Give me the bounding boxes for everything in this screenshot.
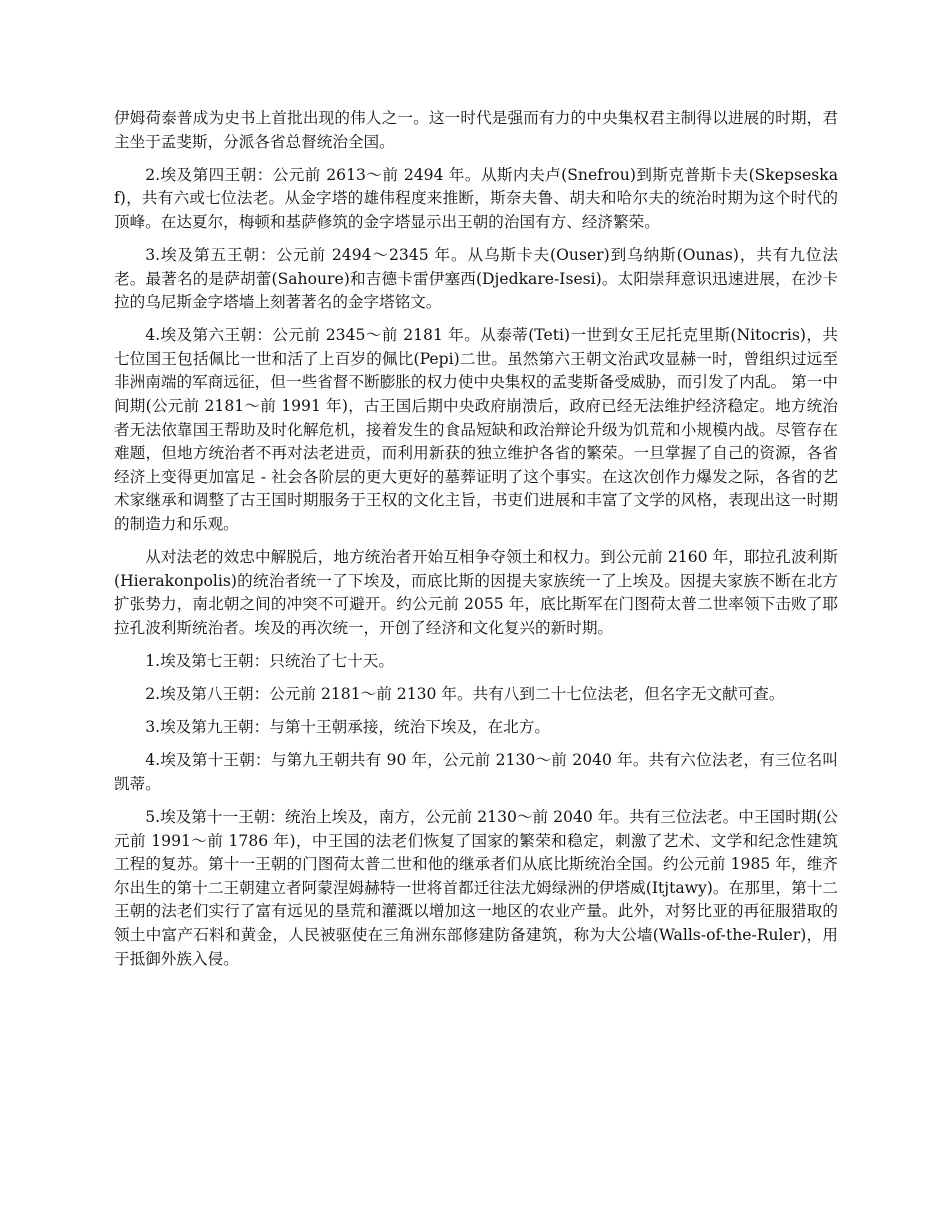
paragraph-tenth-dynasty: 4.埃及第十王朝：与第九王朝共有 90 年，公元前 2130～前 2040 年。共有六位法老，有三位名叫凯蒂。 bbox=[114, 751, 838, 793]
paragraph-eighth-dynasty: 2.埃及第八王朝：公元前 2181～前 2130 年。共有八到二十七位法老，但名字无文献可查。 bbox=[145, 685, 785, 704]
paragraph-seventh-dynasty: 1.埃及第七王朝：只统治了七十天。 bbox=[145, 651, 394, 670]
paragraph-sixth-dynasty: 4.埃及第六王朝：公元前 2345～前 2181 年。从泰蒂(Teti)一世到女王尼托克里斯(Nitocris)，共七位国王包括佩比一世和活了上百岁的佩比(Pepi)二世。虽然第六王朝文治武攻显赫一时，曾组织过远至非洲南端的军商远征，但一些省督不断膨胀的权力使中央集权的孟斐斯备受威胁，而引发了内乱。 第一中间期(公元前 2181～前 1991 年)，古王国后期中央政府崩溃后，政府已经无法维护经济稳定。地方统治者无法依靠国王帮助及时化解危机，接着发生的食品短缺和政治辩论升级为饥荒和小规模内战。尽管存在难题，但地方统治者不再对法老进贡，而利用新获的独立维护各省的繁荣。一旦掌握了自己的资源，各省经济上变得更加富足 - 社会各阶层的更大更好的墓葬证明了这个事实。在这次创作力爆发之际，各省的艺术家继承和调整了古王国时期服务于王权的文化主旨，书吏们进展和丰富了文学的风格，表现出这一时期的制造力和乐观。 bbox=[114, 326, 838, 533]
paragraph-fifth-dynasty: 3.埃及第五王朝：公元前 2494～2345 年。从乌斯卡夫(Ouser)到乌纳斯(Ounas)，共有九位法老。最著名的是萨胡蕾(Sahoure)和吉德卡雷伊塞西(Djedkare-Isesi)。太阳崇拜意识迅速进展，在沙卡拉的乌尼斯金字塔墙上刻著著名的金字塔铭文。 bbox=[114, 245, 838, 312]
paragraph-ninth-dynasty: 3.埃及第九王朝：与第十王朝承接，统治下埃及，在北方。 bbox=[145, 718, 550, 737]
paragraph-eleventh-dynasty: 5.埃及第十一王朝：统治上埃及，南方，公元前 2130～前 2040 年。共有三位法老。中王国时期(公元前 1991～前 1786 年)，中王国的法老们恢复了国家的繁荣和稳定，刺激了艺术、文学和纪念性建筑工程的复苏。第十一王朝的门图荷太普二世和他的继承者们从底比斯统治全国。约公元前 1985 年，维齐尔出生的第十二王朝建立者阿蒙涅姆赫特一世将首都迁往法尤姆绿洲的伊塔威(Itjtawy)。在那里，第十二王朝的法老们实行了富有远见的垦荒和灌溉以增加这一地区的农业产量。此外，对努比亚的再征服猎取的领土中富产石料和黄金，人民被驱使在三角洲东部修建防备建筑，称为大公墙(Walls-of-the-Ruler)，用于抵御外族入侵。 bbox=[114, 807, 838, 968]
paragraph-local-rulers: 从对法老的效忠中解脱后，地方统治者开始互相争夺领土和权力。到公元前 2160 年，耶拉孔波利斯(Hierakonpolis)的统治者统一了下埃及，而底比斯的因提夫家族统一了上埃及。因提夫家族不断在北方扩张势力，南北朝之间的冲突不可避开。约公元前 2055 年，底比斯军在门图荷太普二世率领下击败了耶拉孔波利斯统治者。埃及的再次统一，开创了经济和文化复兴的新时期。 bbox=[114, 548, 838, 637]
paragraph-fourth-dynasty: 2.埃及第四王朝：公元前 2613～前 2494 年。从斯内夫卢(Snefrou)到斯克普斯卡夫(Skepseskaf)，共有六或七位法老。从金字塔的雄伟程度来推断，斯奈夫鲁、胡夫和哈尔夫的统治时期为这个时代的顶峰。在达夏尔，梅顿和基萨修筑的金字塔显示出王朝的治国有方、经济繁荣。 bbox=[114, 165, 838, 231]
document-body bbox=[114, 107, 838, 981]
paragraph-old-kingdom-intro: 伊姆荷泰普成为史书上首批出现的伟人之一。这一时代是强而有力的中央集权君主制得以进展的时期，君主坐于孟斐斯，分派各省总督统治全国。 bbox=[114, 109, 838, 151]
